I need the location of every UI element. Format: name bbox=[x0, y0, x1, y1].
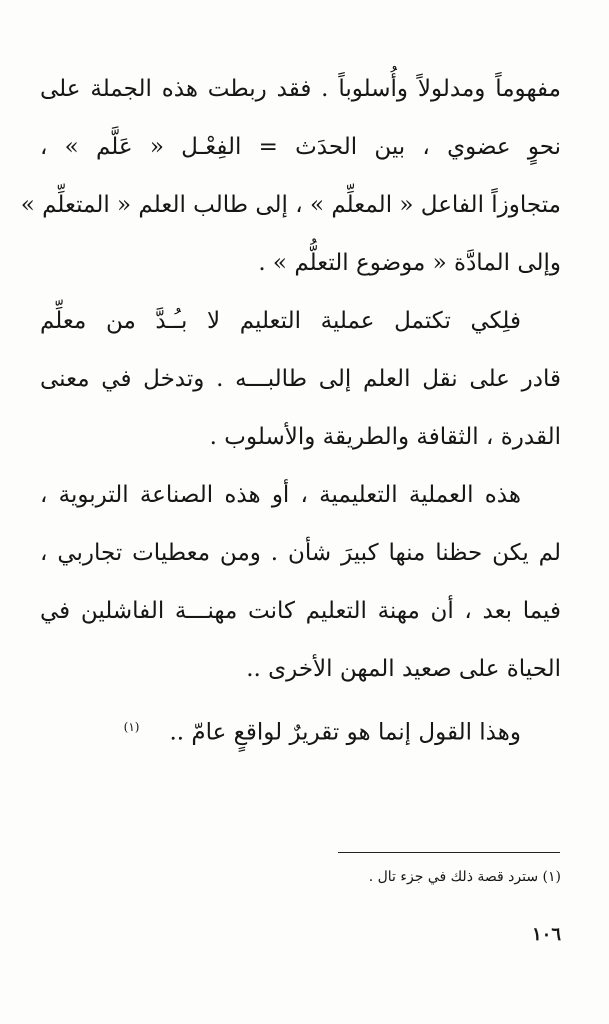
text-line: قادر على نقل العلم إلى طالبـــه . وتدخل في معنى bbox=[40, 366, 561, 392]
paragraph-3 bbox=[40, 466, 561, 698]
text-line: فيما بعد ، أن مهنة التعليم كانت مهنـــة الفاشلين في bbox=[40, 598, 561, 624]
text-line: وإلى المادَّة « موضوع التعلُّم » . bbox=[258, 250, 561, 276]
text-line: متجاوزاً الفاعل « المعلِّم » ، إلى طالب العلم « المتعلِّم » bbox=[20, 192, 561, 218]
page-number: ١٠٦ bbox=[531, 924, 561, 945]
paragraph-2 bbox=[40, 292, 561, 466]
paragraph-4 bbox=[40, 698, 561, 756]
text-line bbox=[40, 698, 561, 756]
body-text bbox=[20, 60, 561, 756]
paragraph-1 bbox=[20, 60, 561, 292]
text-line: مفهوماً ومدلولاً وأُسلوباً . فقد ربطت هذه الجملة على bbox=[40, 76, 561, 102]
text-line: القدرة ، الثقافة والطريقة والأسلوب . bbox=[209, 424, 561, 450]
text-line: نحوٍ عضوي ، بين الحدَث = الفِعْـل « عَلَّم » ، bbox=[40, 134, 561, 160]
footnote: (١) سترد قصة ذلك في جزء تال . bbox=[368, 869, 561, 885]
text-line: الحياة على صعيد المهن الأخرى .. bbox=[246, 656, 561, 682]
text-line: فلِكي تكتمل عملية التعليم لا بـُـدَّ من معلِّم bbox=[40, 308, 521, 334]
text-line: لم يكن حظنا منها كبيرَ شأن . ومن معطيات تجاربي ، bbox=[40, 540, 561, 566]
footnote-reference: (١) bbox=[123, 720, 140, 734]
text-line-content: وهذا القول إنما هو تقريرٌ لواقعٍ عامّ .. bbox=[169, 719, 521, 746]
footnote-divider bbox=[338, 852, 560, 853]
text-line: هذه العملية التعليمية ، أو هذه الصناعة التربوية ، bbox=[40, 482, 521, 508]
